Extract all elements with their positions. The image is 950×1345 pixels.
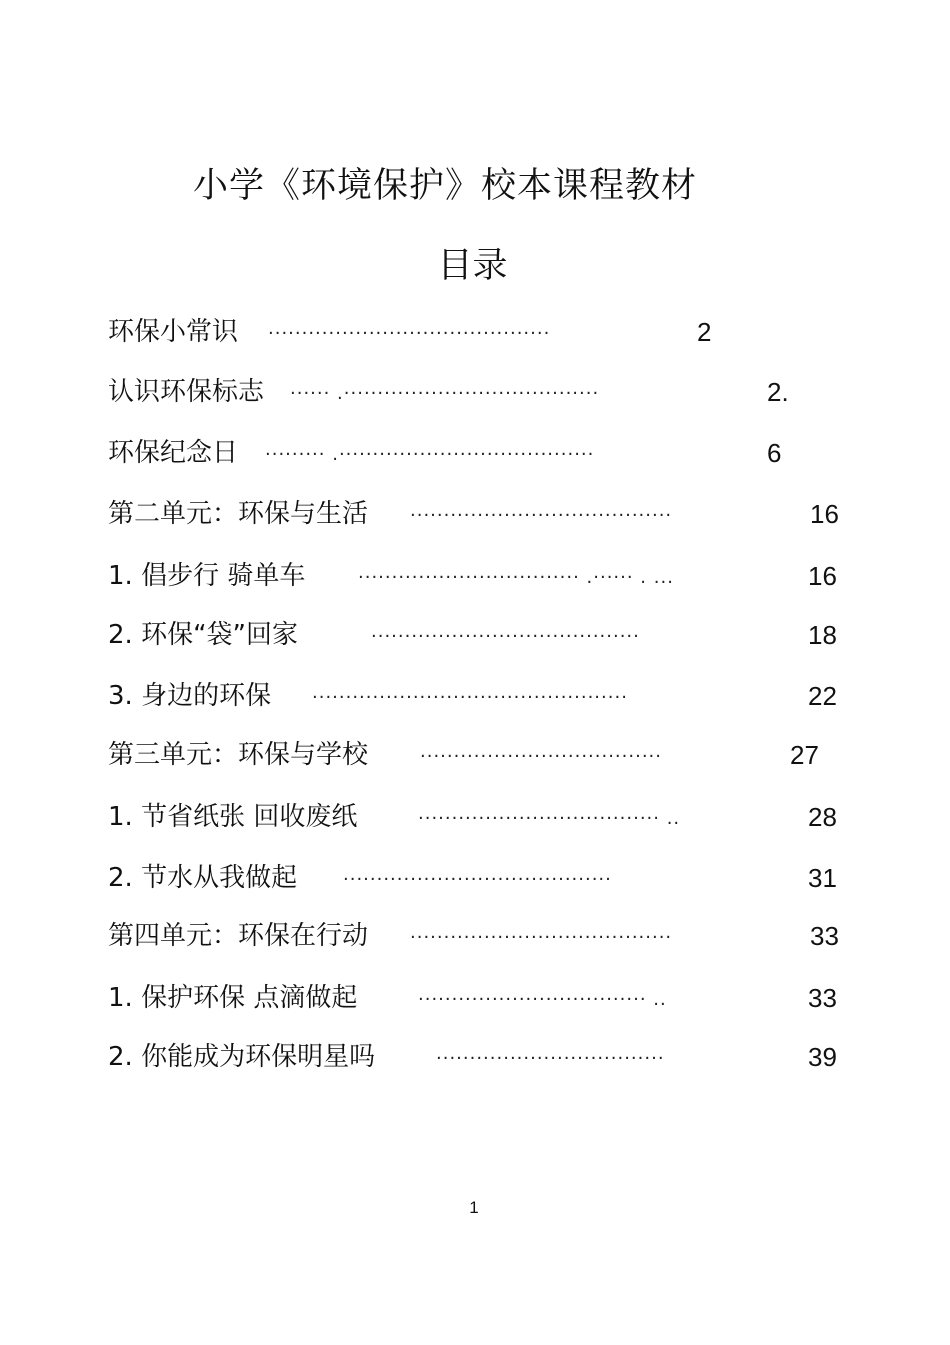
toc-entry-label: 2. 环保“袋”回家	[108, 620, 299, 650]
toc-row	[0, 797, 950, 837]
toc-entry-label: 第四单元：环保在行动	[108, 921, 369, 951]
toc-entry-label: 2. 节水从我做起	[108, 863, 298, 893]
toc-page-number: 33	[810, 921, 839, 951]
toc-leader-dots: ········· .······································	[265, 444, 595, 465]
toc-page-number: 39	[808, 1042, 837, 1072]
page-number: 1	[469, 1198, 479, 1217]
toc-entry-label: 环保小常识	[108, 317, 239, 347]
toc-leader-dots: ····································	[420, 746, 662, 767]
toc-row	[0, 1037, 950, 1077]
toc-row	[0, 676, 950, 716]
toc-leader-dots: ···································· ..	[418, 808, 681, 829]
toc-entry-label: 3. 身边的环保	[108, 681, 272, 711]
toc-row	[0, 735, 950, 775]
toc-leader-dots: ···············································	[312, 687, 628, 708]
toc-page-number: 2.	[767, 377, 789, 407]
toc-entry-label: 认识环保标志	[108, 377, 265, 407]
toc-page-number: 31	[808, 863, 837, 893]
toc-entry-label: 1. 节省纸张 回收废纸	[108, 802, 358, 832]
toc-entry-label: 环保纪念日	[108, 438, 239, 468]
toc-entry-label: 第二单元：环保与生活	[108, 499, 369, 529]
toc-row	[0, 312, 950, 352]
document-title: 小学《环境保护》校本课程教材	[192, 166, 697, 206]
toc-row	[0, 556, 950, 596]
toc-page-number: 28	[808, 802, 837, 832]
toc-page-number: 18	[808, 620, 837, 650]
toc-leader-dots: ··································	[436, 1048, 665, 1069]
toc-page-number: 27	[790, 740, 819, 770]
toc-row	[0, 372, 950, 412]
toc-leader-dots: ································· .······ . ...	[358, 567, 674, 588]
toc-page-number: 16	[808, 561, 837, 591]
toc-row	[0, 858, 950, 898]
toc-page-number: 22	[808, 681, 837, 711]
toc-entry-label: 第三单元：环保与学校	[108, 740, 369, 770]
toc-leader-dots: ······ .······································	[290, 383, 600, 404]
toc-row	[0, 916, 950, 956]
toc-entry-label: 1. 倡步行 骑单车	[108, 561, 306, 591]
toc-leader-dots: ·······································	[410, 927, 673, 948]
toc-page-number: 33	[808, 983, 837, 1013]
toc-row	[0, 494, 950, 534]
toc-leader-dots: ········································	[371, 626, 640, 647]
toc-page-number: 6	[767, 438, 782, 468]
toc-row	[0, 433, 950, 473]
toc-leader-dots: ·································· ..	[418, 989, 667, 1010]
toc-entry-label: 1. 保护环保 点滴做起	[108, 983, 358, 1013]
toc-leader-dots: ··········································	[268, 323, 551, 344]
toc-row	[0, 615, 950, 655]
toc-leader-dots: ········································	[343, 869, 612, 890]
toc-page-number: 16	[810, 499, 839, 529]
toc-leader-dots: ·······································	[410, 505, 673, 526]
toc-entry-label: 2. 你能成为环保明星吗	[108, 1042, 376, 1072]
toc-heading: 目录	[437, 246, 508, 286]
toc-page-number: 2	[697, 317, 712, 347]
toc-row	[0, 978, 950, 1018]
